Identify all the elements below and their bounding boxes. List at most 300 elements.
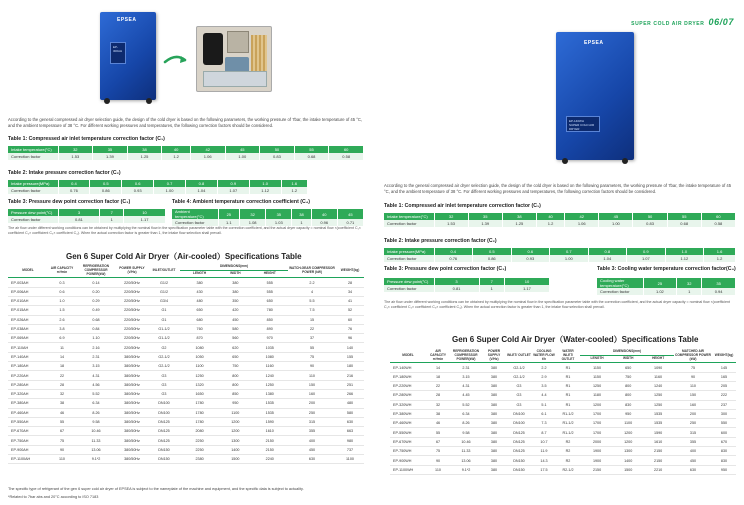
table-cell: 2210 [642,465,674,474]
table-cell: 1.2 [281,187,307,194]
table-cell: 1240 [252,371,288,380]
column-header: INLET/OUTLET [148,264,180,278]
table-3-cooling-water [597,278,736,295]
table-cell: 200 [674,409,712,418]
water-cooled-spec-table [390,349,736,475]
model-cell: EP-460WH [390,419,426,428]
table-header-label: Ambient temperature(°C) [172,209,218,219]
wheel-icon [104,98,110,104]
model-cell: EP-003AH [8,278,48,287]
table-cell: 560 [219,334,251,343]
table-cell: G3 [148,380,180,389]
table-cell: 10.7 [532,437,556,446]
table-cell: 420 [219,306,251,315]
table-cell: 950 [614,409,642,418]
model-cell: EP-038AH [8,324,48,333]
correction-note: The air flow under different working conditions can be obtained by multiplying the nominal flow in the specification parameter table with the correction coefficient, and the actual dryer capacity = nominal flow ×(coefficient C₁× coefficient C₂× coefficient C₃× coefficient C₄). When the actual correction factor is greater than 1, the intake flow selection shall prevail. [8,226,361,235]
model-cell: EP-320WH [390,400,426,409]
table-cell: 1.02 [643,288,677,295]
table-cell: 650 [180,306,219,315]
table-cell: 32 [48,389,76,398]
table-row [390,447,736,456]
table-cell: 160 [674,400,712,409]
table-cell: 380 [482,363,506,372]
air-cooled-spec-title: Gen 6 Super Cold Air Dryer（Air-cooled）Specifications Table [66,252,302,261]
table-cell: 380/50Hz [116,417,148,426]
table-cell: 42 [190,146,225,153]
table-cell: 870 [180,334,219,343]
model-cell: EP-280WH [390,391,426,400]
intro-paragraph: According to the general compressed air dryer selection guide, the design of the cold dryer is based on the following parameters, the working pressure of 7bar, the intake temperature of 45 °C, and the ambient temperature of 38 °C. For different working pressures and temperatures, the following correction factors should be considered. [8,117,363,128]
table-cell: 1.10 [76,334,116,343]
table-cell: 650 [219,352,251,361]
table-cell: 4.45 [450,391,482,400]
table-cell: 0.49 [76,306,116,315]
table-cell: 18 [426,372,450,381]
table-cell: 40 [162,146,191,153]
table-cell: 2.9 [532,372,556,381]
table-cell: 237 [712,400,736,409]
model-cell: EP-900WH [390,456,426,465]
table-cell: 1180 [580,391,614,400]
table-cell: DN125 [506,437,532,446]
table-cell: 630 [674,465,712,474]
table-cell: 380/50Hz [116,427,148,436]
table-cell: 580 [336,408,364,417]
table-cell: 28 [426,391,450,400]
table-row [8,343,364,352]
table-cell: 14 [48,352,76,361]
table-cell: 0.76 [58,187,90,194]
table-cell: 1.6 [704,248,736,255]
table-cell: 145 [712,363,736,372]
table-cell: DN100 [506,419,532,428]
table-cell: 60 [701,213,735,220]
table-cell: 0.3 [48,278,76,287]
table-cell: 75 [288,352,336,361]
table-cell: 1.0 [249,180,281,187]
table-cell: 1.39 [468,220,502,227]
table-row [390,409,736,418]
table-cell: 0.58 [701,220,735,227]
control-panel [566,116,600,132]
table-cell: 970 [252,334,288,343]
table-cell: 0.68 [76,315,116,324]
table-cell: 1650 [180,389,219,398]
table-cell: R1-1/2 [556,419,580,428]
model-cell: EP-550WH [390,428,426,437]
table-cell: 37 [288,334,336,343]
air-table-body [8,278,364,464]
table-cell: 216 [336,371,364,380]
table-3-title: Table 3: Pressure dew point correction factor (C₃) [384,266,507,272]
table-cell: 380 [482,419,506,428]
table-cell: 663 [336,427,364,436]
water-dryer-product-image [556,32,634,160]
table-row [384,285,550,292]
table-cell: 2.16 [76,343,116,352]
table-cell: 50 [633,213,667,220]
curved-arrow-icon [163,52,189,66]
table-cell: G1/2 [148,287,180,296]
table-cell: 35 [93,146,128,153]
air-dryer-product-image [100,12,156,100]
table-cell: 355 [674,437,712,446]
table-cell: 380/50Hz [116,380,148,389]
table-cell: 55 [48,417,76,426]
table-cell: 0.81 [58,216,100,223]
table-cell: 315 [288,417,336,426]
table-cell: 2250 [180,445,219,454]
table-row [8,399,364,408]
table-header-row [8,146,364,153]
table-cell: 5.5 [288,296,336,305]
table-cell: 1.25 [127,153,162,160]
table-cell: 2.31 [76,352,116,361]
table-cell: 1380 [252,389,288,398]
table-cell: 220/50Hz [116,296,148,305]
table-row [8,324,364,333]
table-header-label: Cooling water temperature(°C) [597,278,643,288]
table-cell: 760 [180,324,219,333]
table-row [8,296,364,305]
table-cell: 1 [677,288,702,295]
table-cell: 1080 [252,352,288,361]
table-cell: 450 [219,315,251,324]
table-cell: 6.34 [450,409,482,418]
table-cell: 0.7 [154,180,186,187]
table-cell: 96 [336,334,364,343]
table-cell: 380 [482,381,506,390]
table-cell: 830 [712,447,736,456]
table-cell: 2150 [642,456,674,465]
model-cell: EP-750WH [390,447,426,456]
column-subheader: LENGTH [180,271,219,278]
table-cell: 14.3 [532,456,556,465]
table-cell: 3.15 [76,362,116,371]
table-cell: 380/50Hz [116,362,148,371]
table-row [8,427,364,436]
table-cell: 18 [48,362,76,371]
table-cell: R1-1/2 [556,409,580,418]
table-cell: 1.12 [665,255,704,262]
table-row [8,371,364,380]
table-row [8,153,364,160]
column-header: INLET/ OUTLET [506,349,532,363]
column-header: REFRIGERATION COMPRESSOR POWER(kW) [450,349,482,363]
table-cell: 1160 [252,362,288,371]
table-header-row [172,209,364,219]
table-row [390,419,736,428]
column-subheader: LENGTH [580,356,614,363]
table-cell: G1-1/2 [148,324,180,333]
column-header: AIR CAPACITY m³/min [48,264,76,278]
table-cell: 750 [614,372,642,381]
table-cell: 4.56 [76,380,116,389]
table-cell: 1400 [219,445,251,454]
table-cell: 550 [712,419,736,428]
table-cell: 1700 [580,419,614,428]
table-cell: 1900 [580,456,614,465]
brand-logo: EPSEA [117,17,137,23]
column-header: MODEL [390,349,426,363]
model-cell: EP-069AH [8,334,48,343]
table-cell: 650 [252,296,288,305]
table-row [390,372,736,381]
table-cell: 670 [712,437,736,446]
panel-sub-label: SUPER COLD AIR DRYER [569,123,595,131]
model-cell: EP-900AH [8,445,48,454]
table-row [597,288,736,295]
table-cell: 1.08 [240,219,266,226]
column-header: DIMENSIONS(mm) [180,264,288,271]
table-cell: 7 [100,209,124,216]
table-cell: 0.6 [48,287,76,296]
column-header: POWER SUPPLY (V/Hz) [116,264,148,278]
table-cell: 34 [336,287,364,296]
model-cell: EP-670WH [390,437,426,446]
table-cell: 380 [482,447,506,456]
table-cell: 555 [252,287,288,296]
table-cell: 28 [48,380,76,389]
table-cell: 9.58 [76,417,116,426]
table-cell: 32 [426,400,450,409]
table-row [172,219,364,226]
table-cell: 28 [336,278,364,287]
table-cell: 2.2 [532,363,556,372]
table-row [8,436,364,445]
table-cell: 46 [426,419,450,428]
row-label: Correction factor [8,153,58,160]
table-header-row [8,209,166,216]
table-cell: 1590 [642,428,674,437]
table-cell: 41 [336,296,364,305]
table-cell: 38 [127,146,162,153]
table-cell: 300 [712,409,736,418]
wheel-icon [622,158,628,164]
table-2-intake-pressure [384,248,736,262]
table-cell: 32 [677,278,702,288]
table-row [384,255,736,262]
column-subheader: HEIGHT [642,356,674,363]
table-cell: 1240 [642,381,674,390]
row-label: Correction factor [8,187,58,194]
table-cell: 0.84 [76,324,116,333]
table-row [384,220,736,227]
table-cell: 7.5 [288,306,336,315]
table-cell: R1 [556,391,580,400]
table-cell: 1780 [180,417,219,426]
column-header: WATER INLET/ OUTLET [556,349,580,363]
table-cell: 25 [643,278,677,288]
table-row [8,417,364,426]
table-cell: 25 [218,209,240,219]
table-cell: DN100 [506,409,532,418]
model-cell: EP-1100WH [390,465,426,474]
table-cell: 75 [48,436,76,445]
table-cell: 0.4 [434,248,473,255]
table-cell: 1.53 [58,153,93,160]
table-4-title: Table 4: Ambient temperature correction coefficient (C₄) [172,199,310,205]
table-cell: 400 [674,447,712,456]
table-cell: 1250 [252,380,288,389]
table-cell: 10.46 [76,427,116,436]
table-cell: 4 [288,287,336,296]
table-cell: 110 [288,371,336,380]
table-cell: 3.5 [532,381,556,390]
table-cell: 35 [702,278,736,288]
table-cell: 380/50Hz [116,436,148,445]
table-4-ambient-temperature [172,209,364,226]
table-cell: 266 [336,389,364,398]
table-cell: 13.06 [450,456,482,465]
table-cell: 315 [674,428,712,437]
table-cell: 355 [288,427,336,436]
table-cell: 38 [48,399,76,408]
table-cell: 2250 [180,436,219,445]
table-cell: 430 [180,287,219,296]
table-cell: 1.07 [217,187,249,194]
table-cell: 1.0 [48,296,76,305]
table-cell: 1250 [642,400,674,409]
table-cell: 1900 [580,447,614,456]
table-cell: 5.52 [76,389,116,398]
table-cell: 11 [48,343,76,352]
table-cell: 38 [426,409,450,418]
table-cell: 1.25 [502,220,536,227]
table-cell: 380/50Hz [116,408,148,417]
table-cell: 650 [614,363,642,372]
model-cell: EP-180WH [390,372,426,381]
table-cell: G1 [148,306,180,315]
table-cell: 380 [219,287,251,296]
table-cell: DN100 [148,399,180,408]
table-cell: 1400 [614,456,642,465]
table-cell: 1.00 [599,220,633,227]
table-header-label: Pressure dew point(°C) [384,278,434,285]
air-cooled-spec-table [8,264,364,464]
table-cell: 250 [288,408,336,417]
table-cell: 980 [336,436,364,445]
table-cell: 22 [48,371,76,380]
table-cell: 737 [336,445,364,454]
table-cell: 450 [288,445,336,454]
panel-model-label: EP-300AH [113,45,123,53]
table-header-label: Intake pressure(MPa) [384,248,434,255]
table-cell: 222 [712,391,736,400]
model-cell: EP-015AH [8,306,48,315]
table-cell: 8.26 [76,408,116,417]
table-cell: 220/50Hz [116,343,148,352]
table-cell: 3 [58,209,100,216]
table-cell: 38 [292,209,311,219]
table-cell: 6.9 [48,334,76,343]
table-cell: 38 [502,213,536,220]
table-cell: 1090 [642,363,674,372]
model-cell: EP-140WH [390,363,426,372]
table-cell: 3 [434,278,479,285]
table-cell: 55 [426,428,450,437]
footnote: *Related to 7bar abs and 20°C according to ISO 7183 [8,495,99,499]
table-cell: 1.2 [704,255,736,262]
table-cell: 4.31 [450,381,482,390]
table-header-row [597,278,736,288]
water-table-body [390,363,736,475]
table-cell: R2 [556,437,580,446]
table-cell: DN150 [148,455,180,464]
table-cell: 800 [219,380,251,389]
model-cell: EP-750AH [8,436,48,445]
table-cell: 0.93 [511,255,550,262]
model-cell: EP-460AH [8,408,48,417]
table-cell: 0.6 [122,180,154,187]
table-cell: 1150 [580,372,614,381]
table-cell: 9.1*2 [450,465,482,474]
table-cell: 220/50Hz [116,278,148,287]
table-cell: 1.17 [504,285,549,292]
table-cell: 0.71 [337,219,363,226]
table-cell: 1100 [219,408,251,417]
table-cell: 2380 [180,455,219,464]
table-cell: 1.0 [665,248,704,255]
table-cell: 200 [288,399,336,408]
table-cell: G3 [148,371,180,380]
table-cell: 380/50Hz [116,352,148,361]
internal-components-image [196,26,272,92]
table-cell: 90 [288,362,336,371]
row-label: Correction factor [597,288,643,295]
table-cell: 9.58 [450,428,482,437]
table-cell: 90 [426,456,450,465]
table-cell: 0.94 [702,288,736,295]
table-cell: G3 [506,381,532,390]
table-cell: 160 [288,389,336,398]
wheel-icon [562,158,568,164]
table-cell: 67 [48,427,76,436]
table-cell: 1300 [614,447,642,456]
table-cell: G3 [506,391,532,400]
table-row [390,465,736,474]
table-cell: 850 [219,389,251,398]
table-cell: R2-1/2 [556,465,580,474]
table-cell: 1.04 [588,255,627,262]
table-cell: 1500 [219,455,251,464]
table-1-title: Table 1: Compressed air inlet temperature correction factor (C₁) [384,203,541,209]
table-cell: 32 [434,213,468,220]
table-row [390,391,736,400]
table-cell: 1.12 [249,187,281,194]
table-cell: 1.03 [266,219,292,226]
table-cell: 830 [712,456,736,465]
table-cell: 0.83 [633,220,667,227]
table-cell: R2 [556,456,580,465]
model-cell: EP-380AH [8,399,48,408]
table-cell: 0.9 [217,180,249,187]
table-cell: 850 [252,315,288,324]
table-cell: G1-1/2 [148,334,180,343]
table-cell: 800 [219,371,251,380]
table-cell: DN125 [148,436,180,445]
table-cell: 1100 [614,419,642,428]
table-cell: 4.4 [532,391,556,400]
table-cell: 90 [48,445,76,454]
table-cell: 0.8 [186,180,218,187]
table-cell: G2 [148,343,180,352]
table-cell: 0.14 [76,278,116,287]
column-header: POWER SUPPLY (V/Hz) [482,349,506,363]
table-cell: 380 [482,428,506,437]
table-cell: 11.9 [532,447,556,456]
